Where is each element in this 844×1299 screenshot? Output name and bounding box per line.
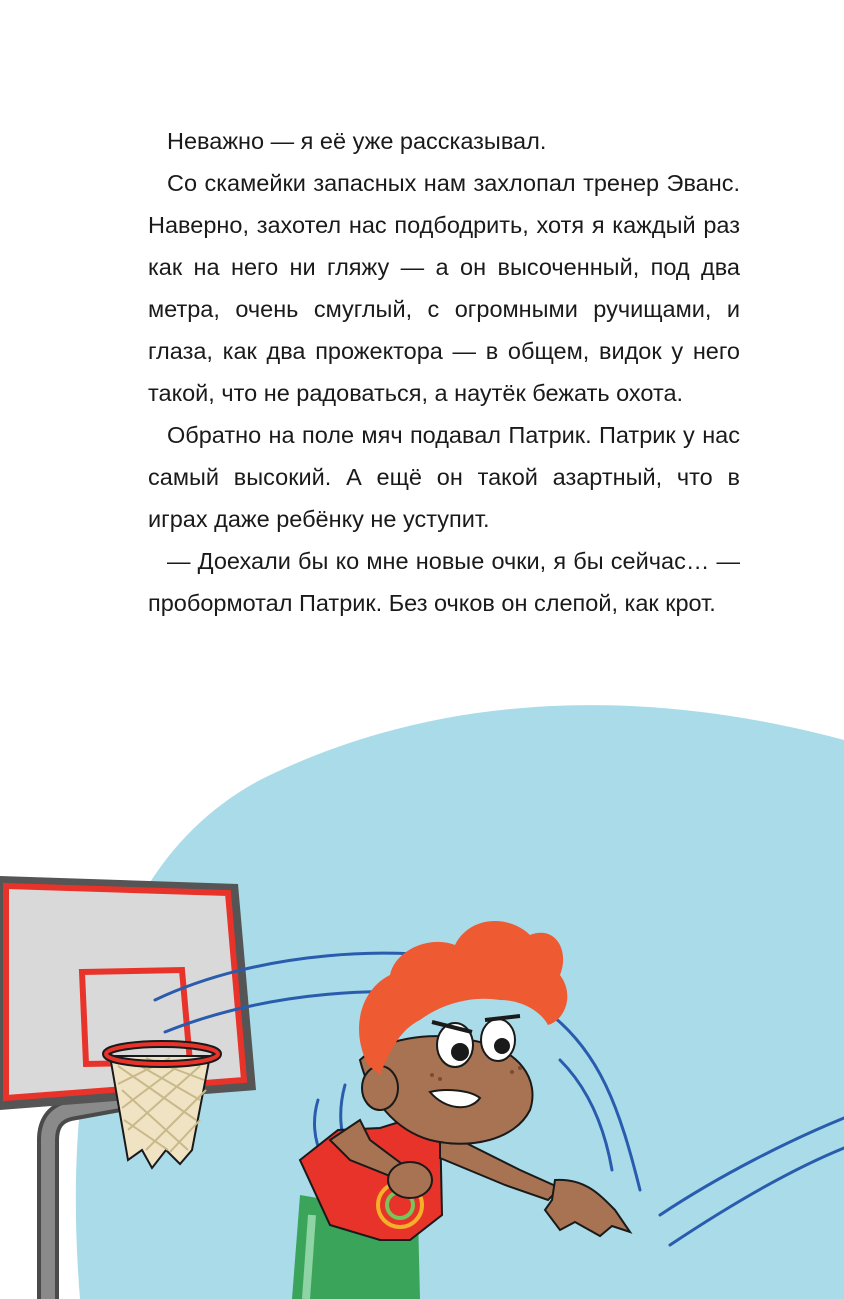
paragraph-1: Неважно — я её уже рассказывал. xyxy=(167,128,547,154)
paragraph-3: Обратно на поле мяч подавал Патрик. Патрик у нас самый высокий. А ещё он такой азартный, что в играх даже ребёнку не уступит. xyxy=(148,422,740,532)
story-text xyxy=(148,120,740,624)
paragraph-2: Со скамейки запасных нам захлопал тренер Эванс. Наверно, захотел нас подбодрить, хотя я каждый раз как на него ни гляжу — а он высоченный, под два метра, очень смуглый, с огромными ручищами, и глаза, как два прожектора — в общем, видок у него такой, что не радоваться, а наутёк бежать охота. xyxy=(148,170,740,406)
paragraph-4: — Доехали бы ко мне новые очки, я бы сейчас… — пробормотал Патрик. Без очков он слепой, как крот. xyxy=(148,548,740,616)
basketball-player-illustration xyxy=(0,700,844,1299)
